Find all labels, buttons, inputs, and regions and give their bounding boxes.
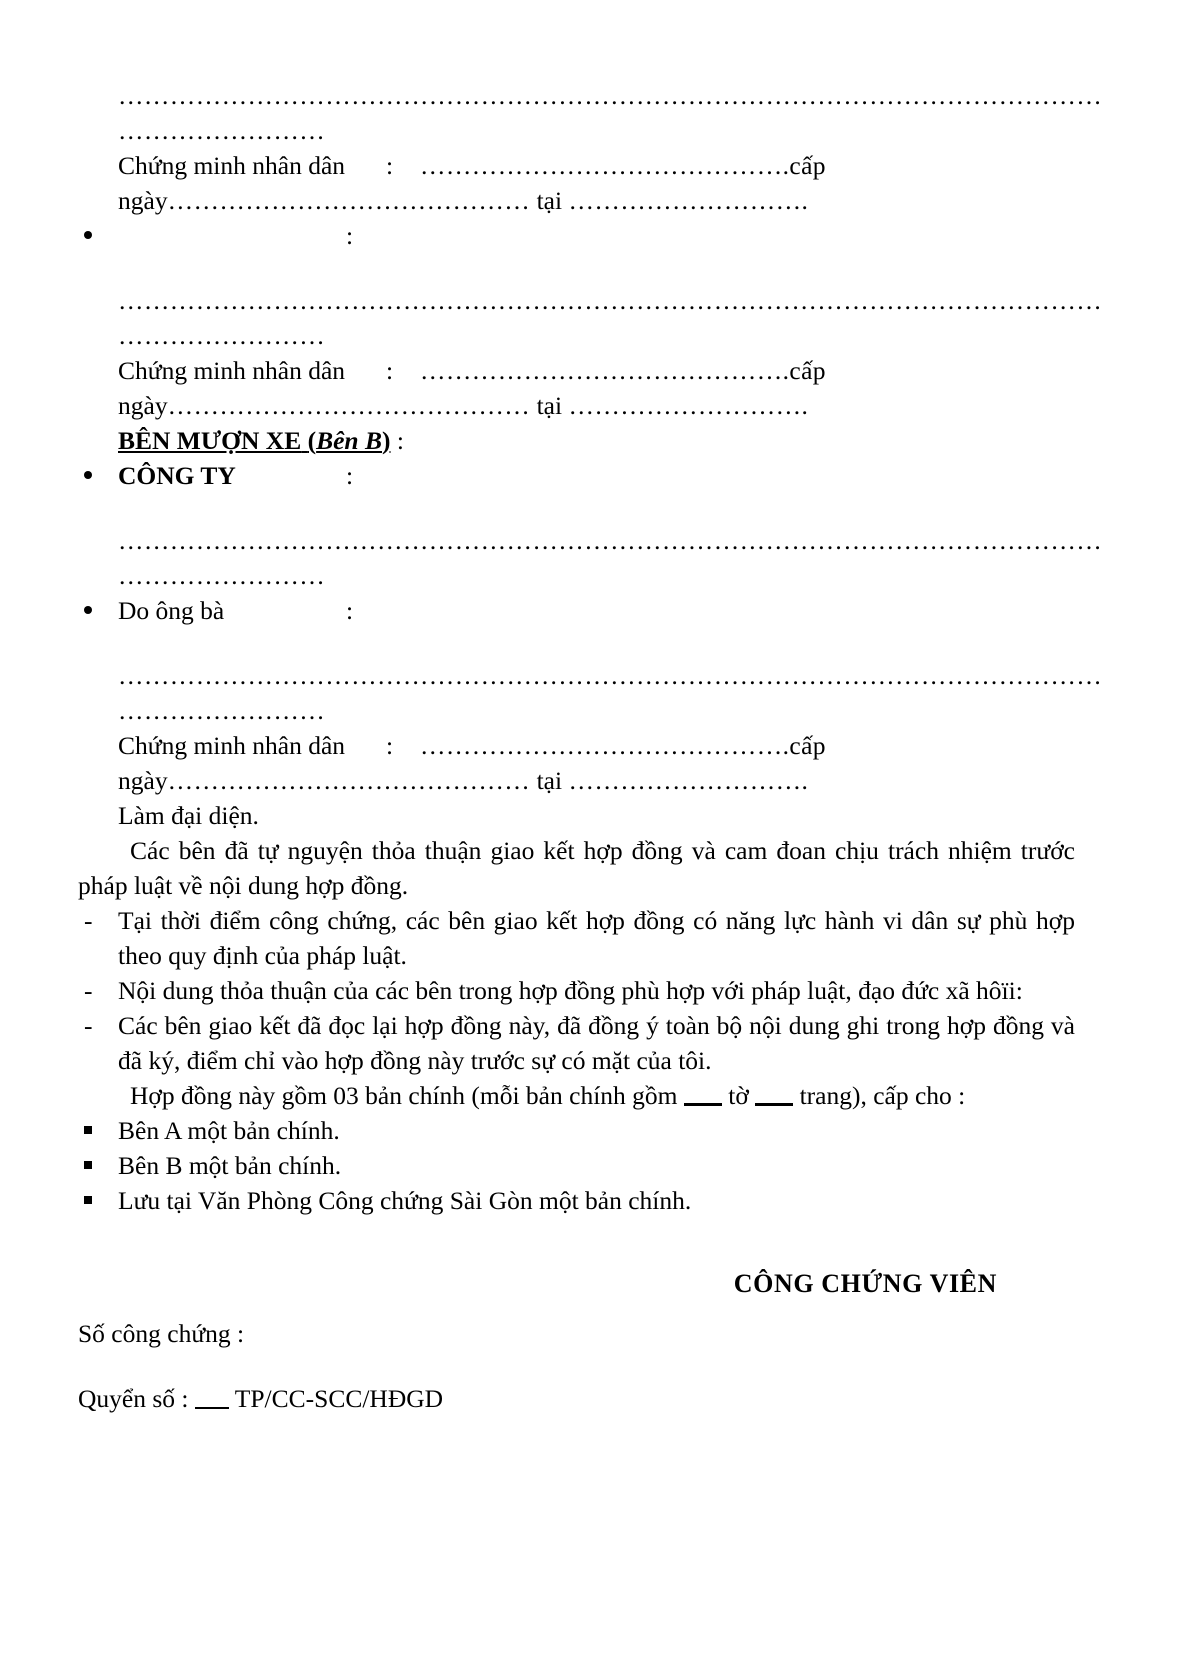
copies-sheets-blank[interactable] [684, 1103, 722, 1106]
party-a2-at-dots: ………………………. [568, 391, 809, 420]
square-bullet-icon [78, 1183, 118, 1218]
party-a2-date-row [78, 388, 1075, 423]
party-b-heading-colon: : [396, 426, 404, 455]
party-b-id-colon: : [386, 731, 394, 760]
party-b-at-dots: ………………………. [568, 766, 809, 795]
copies-intro-part3: trang), cấp cho : [799, 1081, 966, 1110]
party-b-company-label: CÔNG TY [118, 461, 236, 490]
party-a-at-dots: ………………………. [568, 186, 809, 215]
notary-book-line [78, 1381, 1075, 1416]
copies-pages-blank[interactable] [755, 1103, 793, 1106]
copies-item [78, 1183, 1075, 1218]
dash-glyph: - [84, 1011, 93, 1040]
party-a-id-row [78, 148, 1075, 183]
party-a-id-colon: : [386, 151, 394, 180]
party-a2-name-dots-line-2: …………………… [118, 321, 326, 350]
copies-item-text: Bên B một bản chính. [118, 1151, 342, 1180]
party-b-company-dots-line-2: …………………… [118, 561, 326, 590]
party-a2-id-colon: : [386, 356, 394, 385]
declaration-intro: Các bên đã tự nguyện thỏa thuận giao kết hợp đồng và cam đoan chịu trách nhiệm trước pháp luật về nội dung hợp đồng. [78, 836, 1075, 900]
square-bullet-icon [78, 1148, 118, 1183]
party-b-date-label: ngày [118, 766, 168, 795]
declaration-item-text: Tại thời điểm công chứng, các bên giao kết hợp đồng có năng lực hành vi dân sự phù hợp theo quy định của pháp luật. [118, 906, 1075, 970]
square-bullet-icon [78, 1113, 118, 1148]
party-b-company-colon: : [346, 461, 354, 490]
party-a-date-row [78, 183, 1075, 218]
copies-item [78, 1148, 1075, 1183]
bullet-dot-icon [78, 593, 118, 628]
notary-title: CÔNG CHỨNG VIÊN [733, 1269, 997, 1298]
party-a-name-dots-line-2: …………………… [118, 116, 326, 145]
party-a-empty-label [118, 218, 346, 253]
party-b-id-value: …………………………………….cấp [420, 731, 826, 760]
dash-glyph: - [84, 976, 93, 1005]
copies-intro-part1: Hợp đồng này gồm 03 bản chính (mỗi bản chính gồm [130, 1081, 678, 1110]
party-a-id-value: …………………………………….cấp [420, 151, 826, 180]
party-a2-date-dots: …………………………………… [167, 391, 531, 420]
party-b-rep-dots-line-2: …………………… [118, 696, 326, 725]
party-b-block [78, 458, 1103, 833]
notary-book-label: Quyển số : [78, 1384, 189, 1413]
party-b-company-dots-line-1: …………………………………………………………………………………………………… [118, 526, 1103, 555]
party-a-second-block [78, 283, 1103, 458]
party-b-rep-dots-line-1: …………………………………………………………………………………………………… [118, 661, 1103, 690]
party-b-rep-label: Do ông bà [118, 596, 225, 625]
dash-glyph: - [84, 906, 93, 935]
party-a2-at-label: tại [536, 391, 563, 420]
party-b-date-row [78, 763, 1075, 798]
notary-footer [78, 1266, 1075, 1416]
notary-book-code: TP/CC-SCC/HĐGD [234, 1384, 444, 1413]
party-a-date-label: ngày [118, 186, 168, 215]
notary-number-label: Số công chứng : [78, 1319, 245, 1348]
party-a2-id-label: Chứng minh nhân dân [118, 356, 346, 385]
notary-book-blank[interactable] [195, 1407, 229, 1409]
party-a-date-dots: …………………………………… [167, 186, 531, 215]
declaration-block [78, 833, 1075, 1078]
copies-intro-line [78, 1078, 1075, 1113]
party-a-id-label: Chứng minh nhân dân [118, 151, 346, 180]
party-a2-id-value: …………………………………….cấp [420, 356, 826, 385]
party-b-representative-row [78, 593, 1075, 628]
declaration-item [78, 1008, 1075, 1078]
party-b-date-dots: …………………………………… [167, 766, 531, 795]
party-b-heading-italic: Bên B [316, 426, 383, 455]
party-b-heading-text: BÊN MƯỢN XE [118, 426, 302, 455]
party-b-at-label: tại [536, 766, 563, 795]
copies-item-text: Lưu tại Văn Phòng Công chứng Sài Gòn một bản chính. [118, 1186, 692, 1215]
dash-bullet-icon [78, 973, 118, 1008]
copies-item-text: Bên A một bản chính. [118, 1116, 340, 1145]
declaration-item [78, 903, 1075, 973]
copies-block [78, 1078, 1075, 1218]
declaration-item-text: Các bên giao kết đã đọc lại hợp đồng này, đã đồng ý toàn bộ nội dung ghi trong hợp đồng và đã ký, điểm chỉ vào hợp đồng này trước sự có mặt của tôi. [118, 1011, 1075, 1075]
party-b-role-line: Làm đại diện. [118, 801, 259, 830]
party-a-name-dots-line-1: …………………………………………………………………………………………………… [118, 81, 1103, 110]
party-a-empty-bullet-row [78, 218, 1075, 253]
dash-bullet-icon [78, 1008, 118, 1043]
dash-bullet-icon [78, 903, 118, 938]
party-b-section-heading: BÊN MƯỢN XE (Bên B) : [118, 426, 404, 455]
party-b-id-label: Chứng minh nhân dân [118, 731, 346, 760]
party-a2-id-row [78, 353, 1075, 388]
declaration-item [78, 973, 1075, 1008]
party-b-company-row [78, 458, 1075, 493]
party-b-rep-colon: : [346, 596, 354, 625]
bullet-dot-icon [78, 458, 118, 493]
party-a-first-block [78, 78, 1103, 253]
party-a-empty-colon: : [346, 221, 354, 250]
copies-intro-part2: tờ [728, 1081, 749, 1110]
copies-item [78, 1113, 1075, 1148]
declaration-item-text: Nội dung thỏa thuận của các bên trong hợp đồng phù hợp với pháp luật, đạo đức xã hôïi: [118, 976, 1023, 1005]
party-a-at-label: tại [536, 186, 563, 215]
party-b-id-row [78, 728, 1075, 763]
party-a2-name-dots-line-1: …………………………………………………………………………………………………… [118, 286, 1103, 315]
party-a2-date-label: ngày [118, 391, 168, 420]
bullet-dot-icon [78, 218, 118, 253]
